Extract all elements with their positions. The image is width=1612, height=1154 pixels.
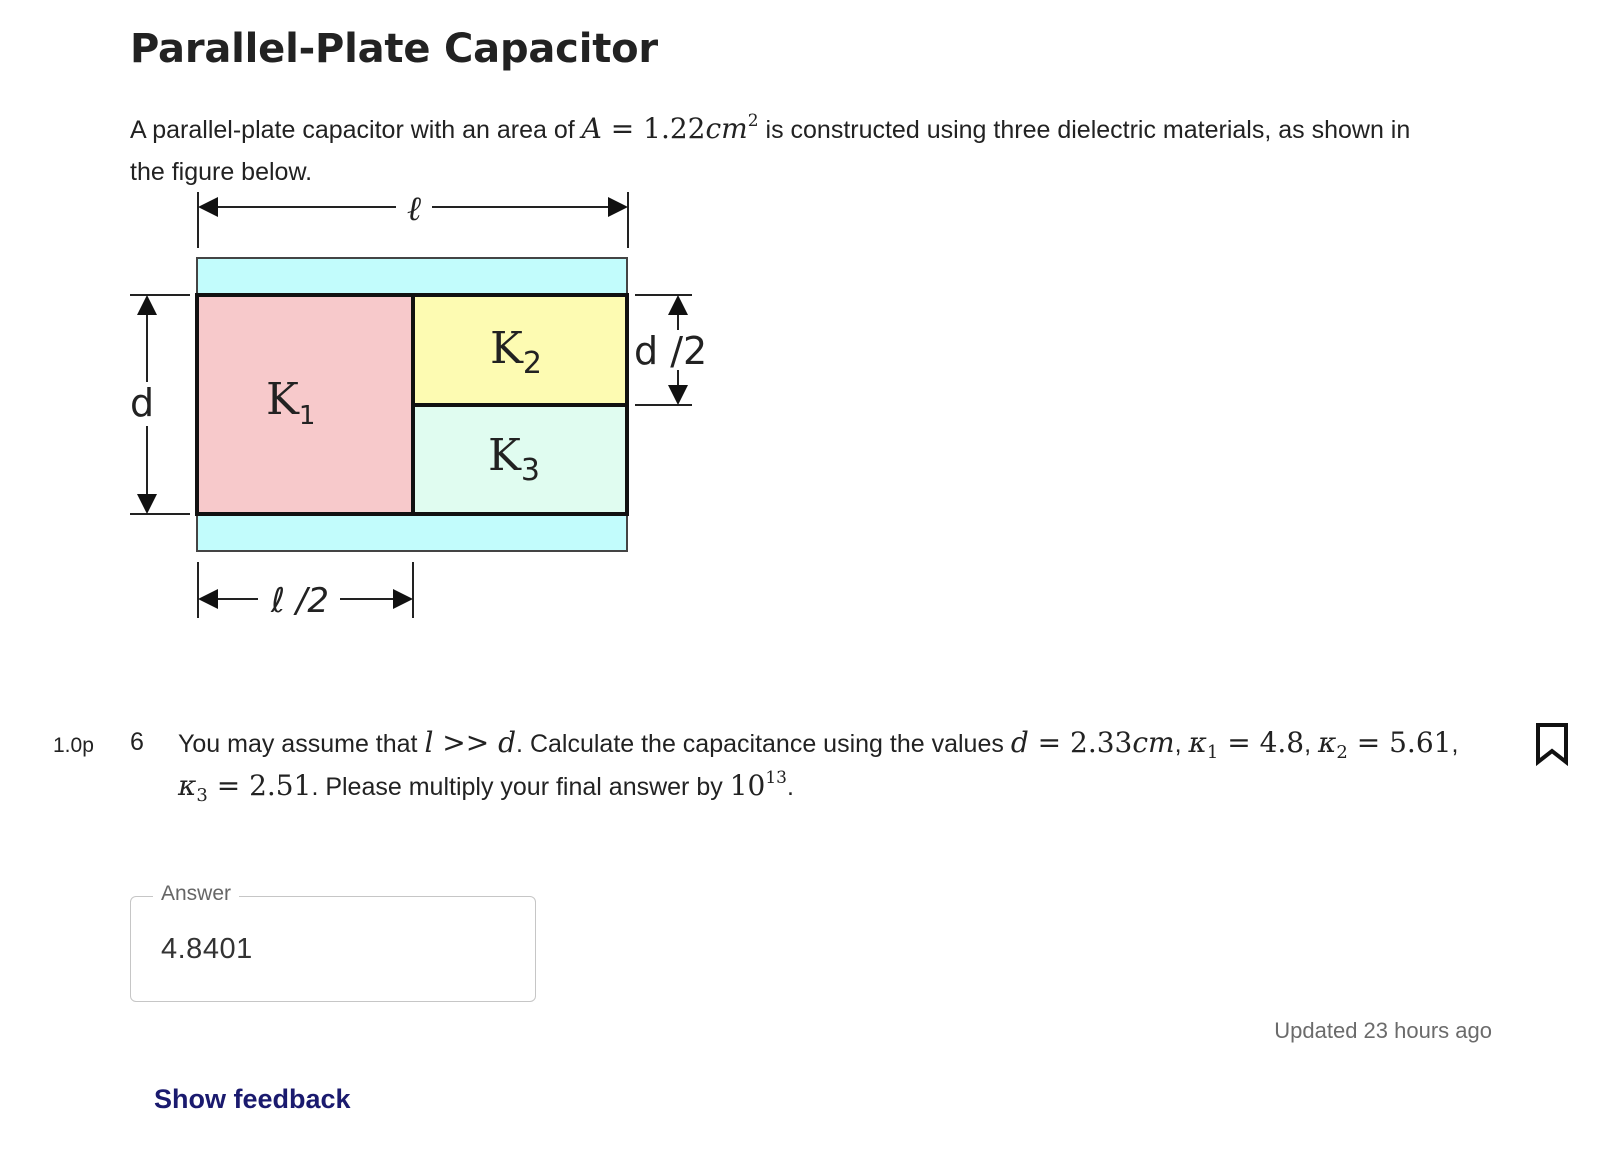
answer-label: Answer xyxy=(153,882,239,906)
top-plate xyxy=(197,258,627,295)
show-feedback-button[interactable]: Show feedback xyxy=(154,1084,351,1114)
answer-field[interactable] xyxy=(130,882,536,1002)
bookmark-icon[interactable] xyxy=(1534,722,1570,766)
dim-l-label: ℓ xyxy=(406,189,422,229)
updated-timestamp: Updated 23 hours ago xyxy=(1274,1018,1492,1043)
page-title: Parallel-Plate Capacitor xyxy=(130,26,658,72)
label-k3: $K_3$ xyxy=(488,430,540,488)
question-text: You may assume that l >> d. Calculate the capacitance using the values d = 2.33cm, $\kappa_1 = 4.8$, $\kappa_2 = 5.61$, $\kappa_3 = 2.51$. Please multiply your final answer by $10^{13}$. xyxy=(178,726,1459,806)
label-k1: $K_1$ xyxy=(266,374,316,431)
dim-d-label: d xyxy=(130,381,155,425)
question-number: 6 xyxy=(130,728,144,756)
answer-value[interactable]: 4.8401 xyxy=(161,933,253,965)
bottom-plate xyxy=(197,514,627,551)
problem-intro: A parallel-plate capacitor with an area of $A = 1.22cm^2$ is constructed using three dielectric materials, as shown in the figure below. xyxy=(130,111,1411,186)
dim-dhalf-label: d /2 xyxy=(634,329,708,373)
dim-lhalf-label: ℓ /2 xyxy=(271,581,329,621)
question-points: 1.0p xyxy=(53,734,94,757)
capacitor-figure xyxy=(120,182,740,632)
label-k2: $K_2$ xyxy=(490,323,542,381)
